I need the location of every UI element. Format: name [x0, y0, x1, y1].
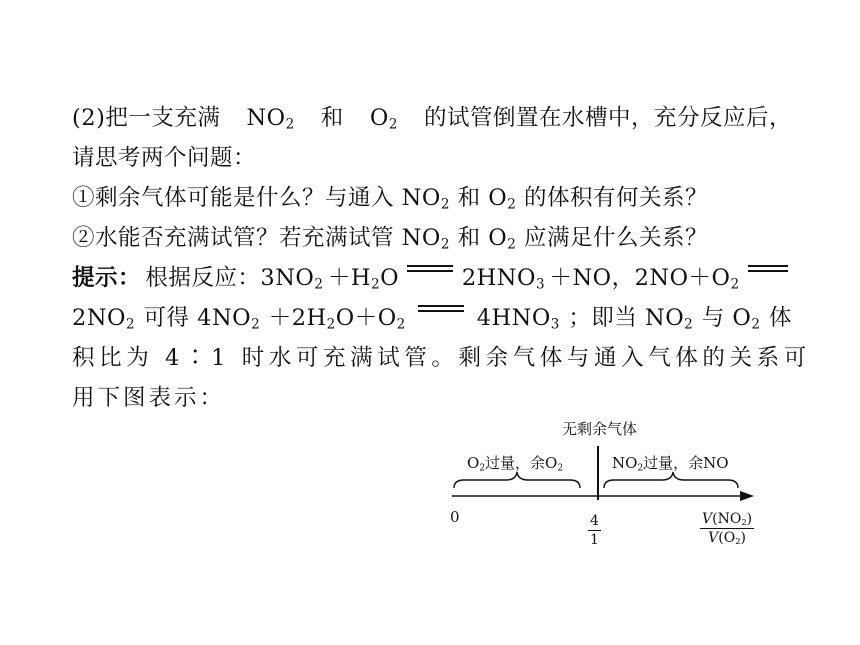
hint-line-1: 提示： 根据反应：$3NO_2$ $+H_2O$ $2HNO_3$ ＋NO，$2NO+O_2$ [72, 263, 792, 293]
problem-intro-rest: 的试管倒置在水槽中，充分反应后， [423, 105, 792, 131]
no2-excess-label: $NO_2$过量，余NO [612, 454, 729, 474]
axis-denominator: $V(O_2)$ [708, 530, 747, 547]
zero-tick-label: 0 [450, 508, 460, 526]
question-1: ①剩余气体可能是什么？与通入 $NO_2$ 和 $O_2$ 的体积有何关系？ [72, 185, 708, 213]
hint-line-2: $2NO_2$ 可得 $4NO_2$ $+2H_2O+O_2$ $4HNO_3$ ；即当 $NO_2$ 与 $O_2$ 体 [72, 305, 792, 333]
ratio-diagram [440, 420, 780, 560]
problem-line-2: 请思考两个问题： [72, 145, 257, 171]
right-brace [604, 472, 738, 488]
left-brace [454, 472, 580, 488]
equal-sign-long [748, 263, 788, 273]
ratio-numerator: 4 [590, 513, 599, 529]
problem-intro: (2)把一支充满 [72, 105, 221, 131]
o2-excess-label: $O_2$过量，余$O_2$ [467, 454, 564, 474]
axis-numerator: $V(NO_2)$ [702, 511, 753, 528]
axis-variable-fraction [700, 510, 754, 547]
ratio-denominator: 1 [590, 532, 599, 548]
problem-line-1 [72, 103, 792, 133]
equal-sign-long [418, 303, 464, 313]
conj-and: 和 [320, 105, 344, 131]
ratio-fraction [588, 512, 601, 549]
formula-o2: $O_2$ [369, 105, 398, 133]
hint-line-4: 用下图表示： [72, 385, 226, 411]
equal-sign-long [407, 263, 453, 273]
formula-no2: $NO_2$ [246, 105, 295, 133]
axis-arrow-icon [740, 491, 754, 501]
question-2: ②水能否充满试管？若充满试管 $NO_2$ 和 $O_2$ 应满足什么关系？ [72, 225, 708, 253]
hint-label: 提示： [72, 265, 142, 291]
hint-line-3: 积比为 4∶1 时水可充满试管。剩余气体与通入气体的关系可 [72, 345, 811, 371]
no-remaining-gas-label: 无剩余气体 [562, 420, 638, 438]
